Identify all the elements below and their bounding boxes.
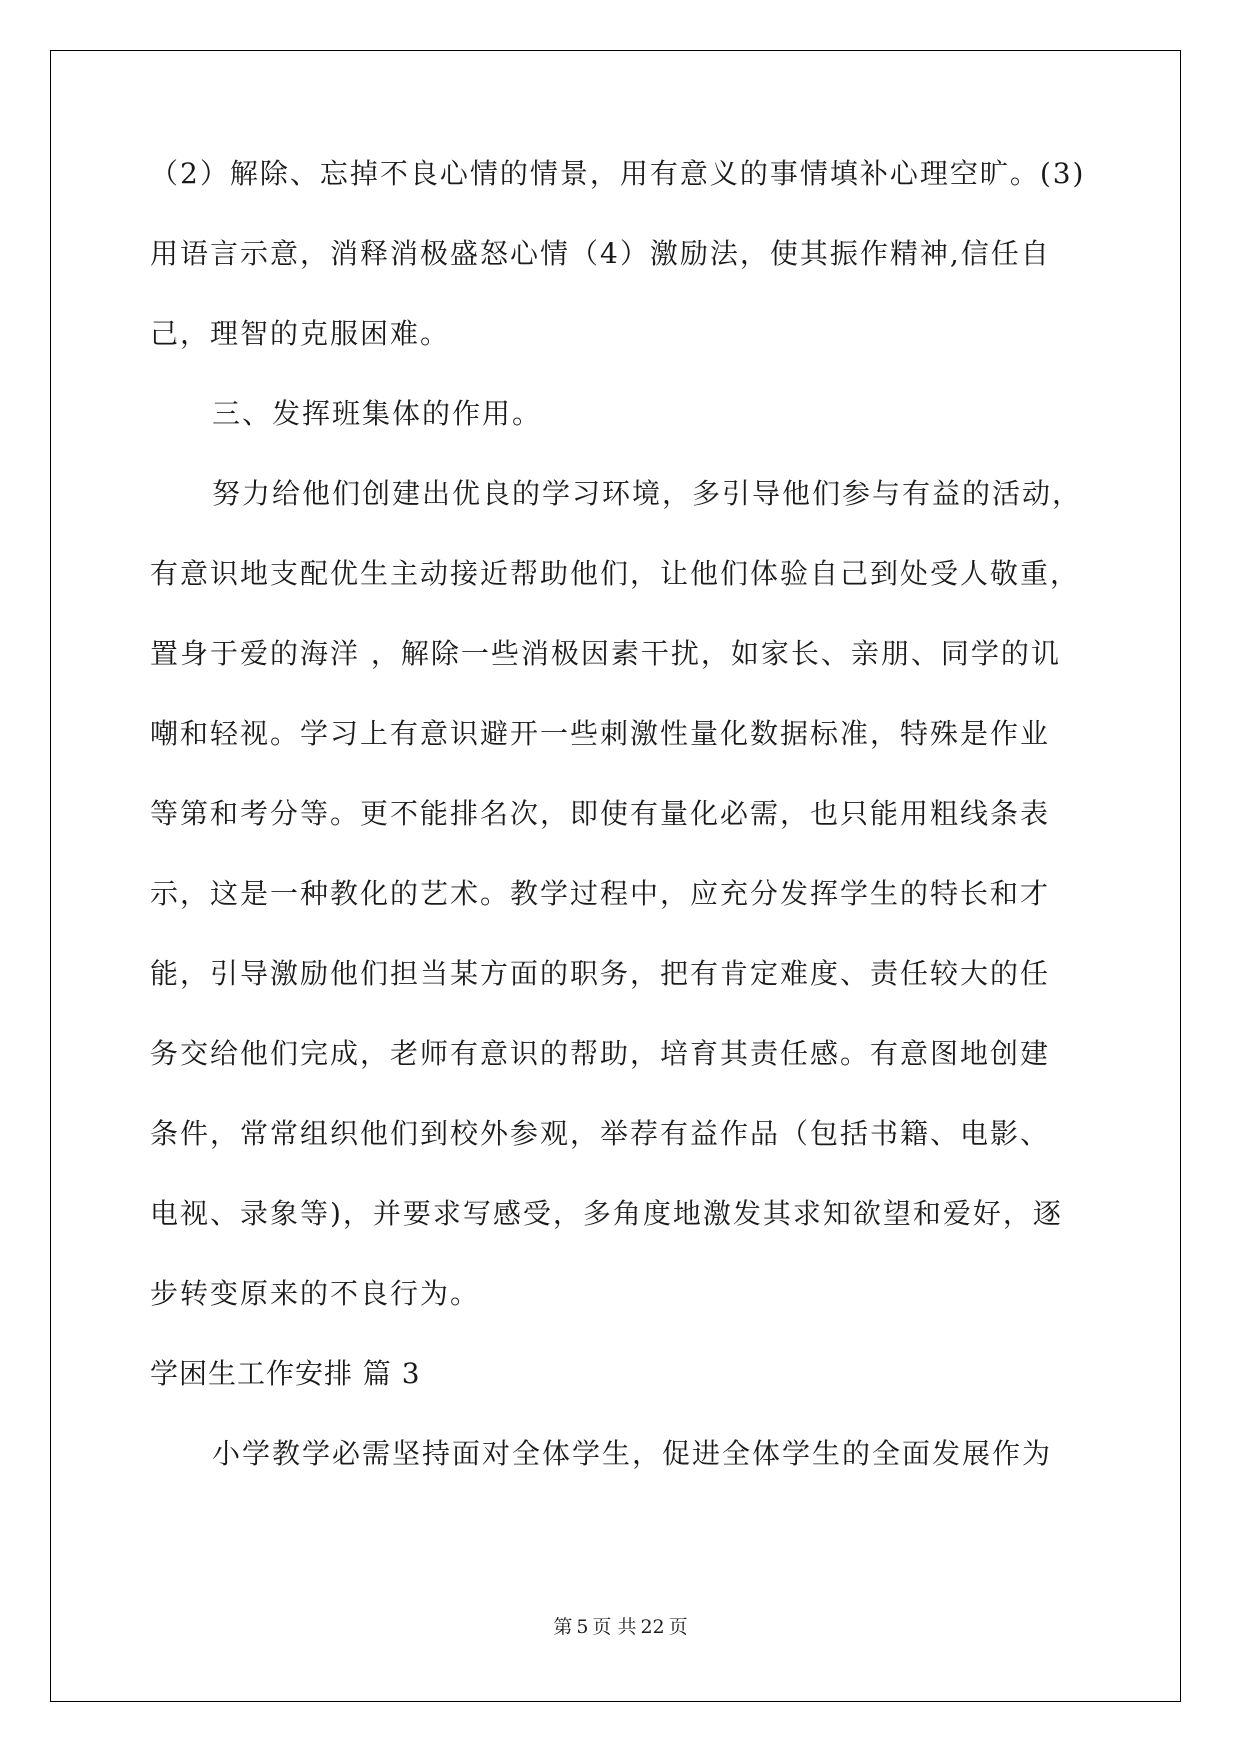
- footer-suffix: 页: [668, 1616, 688, 1638]
- section-heading: 三、发挥班集体的作用。: [212, 397, 543, 430]
- paragraph-line: 己，理智的克服困难。: [150, 317, 451, 350]
- paragraph-line: 置身于爱的海洋 ，解除一些消极因素干扰，如家长、亲朋、同学的讥: [150, 637, 1061, 670]
- footer-total-pages: 22: [640, 1616, 665, 1638]
- chapter-title: 学困生工作安排 篇 3: [150, 1357, 421, 1390]
- paragraph-line: 条件，常常组织他们到校外参观，举荐有益作品（包括书籍、电影、: [150, 1117, 1051, 1150]
- paragraph-line: 嘲和轻视。学习上有意识避开一些刺激性量化数据标准，特殊是作业: [150, 717, 1051, 750]
- paragraph-line: 示，这是一种教化的艺术。教学过程中，应充分发挥学生的特长和才: [150, 877, 1051, 910]
- footer-prefix: 第: [553, 1616, 573, 1638]
- paragraph-line: 小学教学必需坚持面对全体学生，促进全体学生的全面发展作为: [212, 1437, 1053, 1470]
- footer-page-number: 5: [576, 1616, 589, 1638]
- footer-middle: 页 共: [592, 1616, 637, 1638]
- paragraph-line: （2）解除、忘掉不良心情的情景，用有意义的事情填补心理空旷。(3): [150, 157, 1086, 190]
- paragraph-line: 务交给他们完成，老师有意识的帮助，培育其责任感。有意图地创建: [150, 1037, 1051, 1070]
- paragraph-line: 步转变原来的不良行为。: [150, 1277, 481, 1310]
- page-footer: [0, 1612, 1241, 1639]
- paragraph-line: 电视、录象等)，并要求写感受，多角度地激发其求知欲望和爱好，逐: [150, 1197, 1063, 1230]
- paragraph-line: 等第和考分等。更不能排名次，即使有量化必需，也只能用粗线条表: [150, 797, 1051, 830]
- paragraph-line: 用语言示意，消释消极盛怒心情（4）激励法，使其振作精神,信任自: [150, 237, 1051, 270]
- paragraph-line: 努力给他们创建出优良的学习环境，多引导他们参与有益的活动，: [212, 477, 1083, 510]
- paragraph-line: 有意识地支配优生主动接近帮助他们，让他们体验自己到处受人敬重，: [150, 557, 1081, 590]
- paragraph-line: 能，引导激励他们担当某方面的职务，把有肯定难度、责任较大的任: [150, 957, 1051, 990]
